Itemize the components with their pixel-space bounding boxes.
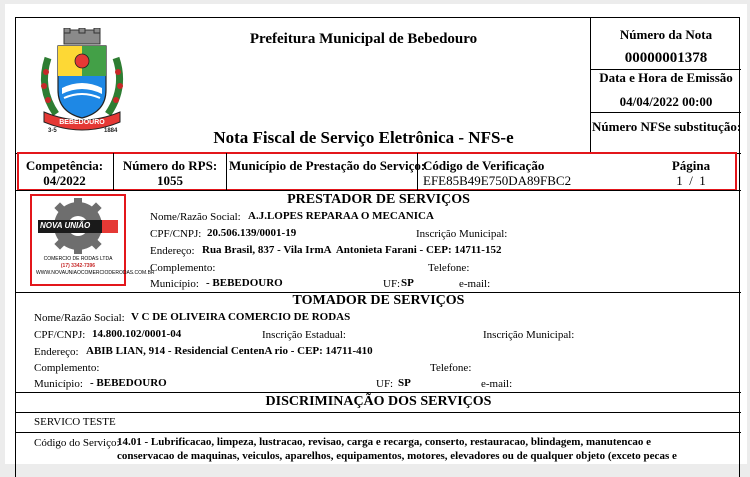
- tomador-telefone-label: Telefone:: [430, 362, 472, 374]
- prestador-uf-label: UF:: [383, 278, 401, 290]
- prestador-uf-value: SP: [401, 277, 414, 289]
- prestador-logo: [36, 198, 155, 282]
- substituta-label: Número NFSe substitução:: [592, 119, 742, 134]
- prestador-im-label: Inscrição Municipal:: [416, 228, 508, 240]
- page: [5, 4, 747, 464]
- coat-of-arms-icon: [34, 28, 130, 134]
- prestador-complemento-label: Complemento:: [150, 262, 216, 274]
- logo-caption: [36, 256, 155, 277]
- prestador-cpf-label: CPF/CNPJ:: [150, 228, 202, 240]
- emissao-label: Data e Hora de Emissão: [599, 70, 733, 85]
- logo-caption-line: WWW.NOVAUNIAOCOMERCIODERODAS.COM.BR: [36, 270, 155, 276]
- prestador-endereco-label: Endereço:: [150, 245, 195, 257]
- logo-caption-line: (17) 3342-7396: [60, 263, 96, 269]
- competencia-value: 04/2022: [43, 173, 86, 188]
- tomador-cpf-label: CPF/CNPJ:: [34, 329, 86, 341]
- prestador-title: PRESTADOR DE SERVIÇOS: [287, 192, 470, 207]
- tomador-title: TOMADOR DE SERVIÇOS: [292, 293, 465, 308]
- prestador-municipio-value: - BEBEDOURO: [206, 277, 283, 289]
- logo-caption-line: COMERCIO DE RODAS LTDA: [43, 256, 113, 262]
- nfse-document: [15, 17, 740, 477]
- discriminacao-title: DISCRIMINAÇÃO DOS SERVIÇOS: [265, 394, 492, 409]
- prestador-nome-value: A.J.LOPES REPARAA O MECANICA: [248, 210, 434, 222]
- codigo-servico-line-2: conservacao de maquinas, veiculos, aparelhos, equipamentos, motores, elevadores ou de qualquer objeto (exceto pecas e: [117, 450, 677, 462]
- municipality-name: Prefeitura Municipal de Bebedouro: [249, 31, 478, 47]
- tomador-complemento-label: Complemento:: [34, 362, 100, 374]
- tomador-municipio-value: - BEBEDOURO: [90, 377, 167, 389]
- codigo-servico-line-1: 14.01 - Lubrificacao, limpeza, lustracao, revisao, carga e recarga, conserto, restauracao, blindagem, manutencao e: [117, 436, 652, 448]
- numero-nota-value: 00000001378: [624, 50, 708, 66]
- emissao-value: 04/04/2022 00:00: [619, 94, 713, 109]
- svg-text:3-5: 3-5: [48, 128, 57, 134]
- tomador-uf-value: SP: [398, 377, 411, 389]
- tomador-nome-label: Nome/Razão Social:: [34, 312, 125, 324]
- pagina-label: Página: [671, 158, 711, 173]
- tomador-nome-value: V C DE OLIVEIRA COMERCIO DE RODAS: [131, 311, 351, 323]
- tomador-endereco-value: ABIB LIAN, 914 - Residencial CentenA rio - CEP: 14711-410: [86, 345, 373, 357]
- pagina-value: 1 / 1: [676, 173, 706, 188]
- rps-label: Número do RPS:: [122, 158, 218, 173]
- prestador-cpf-value: 20.506.139/0001-19: [207, 227, 297, 239]
- tomador-municipio-label: Município:: [34, 378, 83, 390]
- svg-text:1884: 1884: [104, 128, 118, 134]
- municipio-prestacao-label: Município de Prestação do Serviço:: [229, 158, 426, 173]
- codigo-verificacao-value: EFE85B49E750DA89FBC2: [423, 173, 572, 188]
- tomador-ie-label: Inscrição Estadual:: [262, 329, 346, 341]
- tomador-email-label: e-mail:: [481, 378, 513, 390]
- tomador-uf-label: UF:: [376, 378, 394, 390]
- tomador-im-label: Inscrição Municipal:: [483, 329, 575, 341]
- codigo-servico-label: Código do Serviço:: [34, 437, 120, 449]
- rps-value: 1055: [157, 173, 183, 188]
- svg-text:BEBEDOURO: BEBEDOURO: [59, 119, 105, 126]
- competencia-label: Competência:: [25, 158, 104, 173]
- document-title: Nota Fiscal de Serviço Eletrônica - NFS-e: [213, 128, 514, 147]
- discriminacao-text: SERVICO TESTE: [34, 416, 116, 428]
- prestador-telefone-label: Telefone:: [428, 262, 470, 274]
- prestador-email-label: e-mail:: [459, 278, 491, 290]
- numero-nota-label: Número da Nota: [619, 27, 713, 42]
- prestador-nome-label: Nome/Razão Social:: [150, 211, 241, 223]
- tomador-endereco-label: Endereço:: [34, 346, 79, 358]
- tomador-cpf-value: 14.800.102/0001-04: [92, 328, 182, 340]
- prestador-endereco-value: Rua Brasil, 837 - Vila IrmA Antonieta Farani - CEP: 14711-152: [202, 244, 502, 256]
- logo-brand-text: NOVA UNIÃO: [40, 221, 91, 230]
- codigo-verificacao-label: Código de Verificação: [423, 158, 545, 173]
- prestador-municipio-label: Município:: [150, 278, 199, 290]
